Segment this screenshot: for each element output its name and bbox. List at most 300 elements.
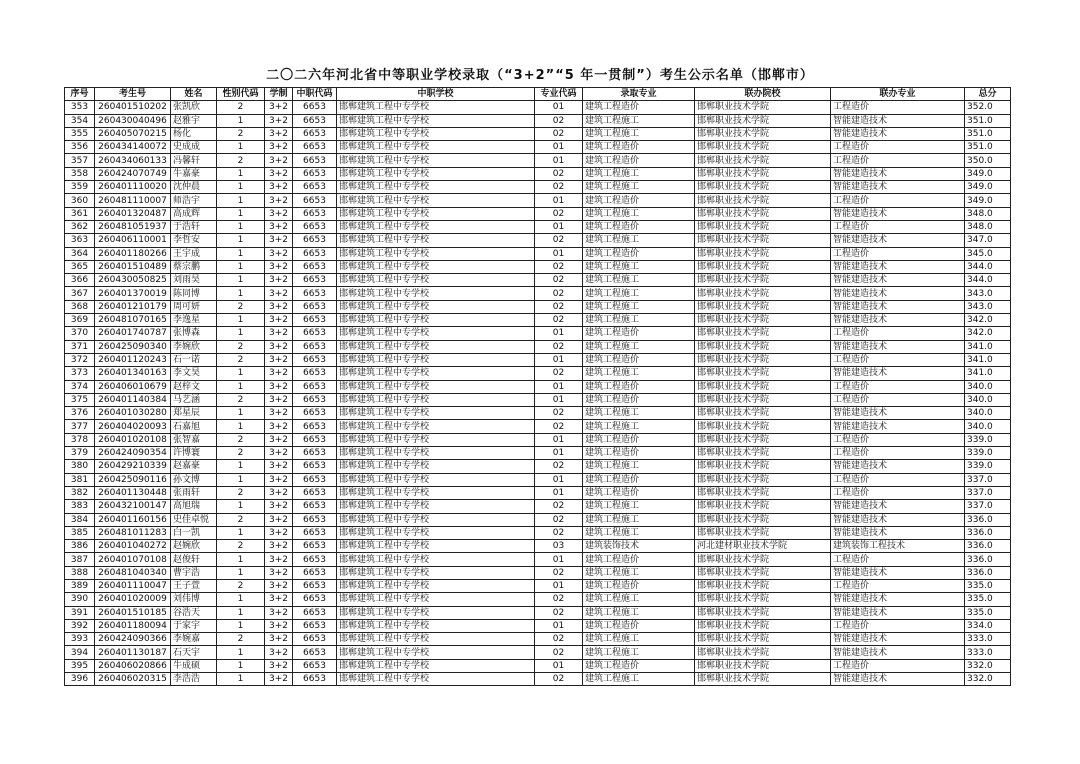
- score-cell: 336.0: [965, 566, 1011, 579]
- score-cell: 343.0: [965, 300, 1011, 313]
- name-cell: 周可妍: [171, 300, 217, 313]
- partner-major-cell: 工程造价: [831, 433, 965, 446]
- seq-cell: 373: [65, 367, 95, 380]
- exam-id-cell: 260425090340: [95, 340, 171, 353]
- table-row: [65, 260, 1011, 273]
- gender-code-cell: 1: [217, 234, 265, 247]
- major-code-cell: 01: [535, 659, 583, 672]
- gender-code-cell: 1: [217, 181, 265, 194]
- name-cell: 张智嘉: [171, 433, 217, 446]
- partner-major-cell: 工程造价: [831, 247, 965, 260]
- exam-id-cell: 260401110047: [95, 579, 171, 592]
- column-header: 总分: [965, 88, 1011, 101]
- exam-id-cell: 260401120243: [95, 353, 171, 366]
- schooling-cell: 3+2: [265, 167, 293, 180]
- major-code-cell: 02: [535, 513, 583, 526]
- partner-college-cell: 邯郸职业技术学院: [695, 327, 831, 340]
- school-cell: 邯郸建筑工程中专学校: [337, 526, 535, 539]
- schooling-cell: 3+2: [265, 260, 293, 273]
- schooling-cell: 3+2: [265, 566, 293, 579]
- major-cell: 建筑工程施工: [583, 513, 695, 526]
- seq-cell: 367: [65, 287, 95, 300]
- school-code-cell: 6653: [293, 314, 337, 327]
- partner-college-cell: 邯郸职业技术学院: [695, 433, 831, 446]
- name-cell: 师浩宇: [171, 194, 217, 207]
- name-cell: 史佳卓悦: [171, 513, 217, 526]
- gender-code-cell: 1: [217, 114, 265, 127]
- gender-code-cell: 1: [217, 500, 265, 513]
- seq-cell: 356: [65, 141, 95, 154]
- seq-cell: 353: [65, 101, 95, 114]
- partner-major-cell: 智能建造技术: [831, 593, 965, 606]
- school-cell: 邯郸建筑工程中专学校: [337, 593, 535, 606]
- table-row: [65, 513, 1011, 526]
- school-code-cell: 6653: [293, 340, 337, 353]
- schooling-cell: 3+2: [265, 473, 293, 486]
- major-code-cell: 01: [535, 327, 583, 340]
- schooling-cell: 3+2: [265, 340, 293, 353]
- score-cell: 349.0: [965, 194, 1011, 207]
- name-cell: 陈同博: [171, 287, 217, 300]
- gender-code-cell: 1: [217, 260, 265, 273]
- score-cell: 349.0: [965, 181, 1011, 194]
- major-cell: 建筑工程施工: [583, 314, 695, 327]
- school-code-cell: 6653: [293, 486, 337, 499]
- name-cell: 史成成: [171, 141, 217, 154]
- major-code-cell: 01: [535, 433, 583, 446]
- gender-code-cell: 1: [217, 473, 265, 486]
- name-cell: 李文昊: [171, 367, 217, 380]
- name-cell: 李浩浩: [171, 673, 217, 686]
- score-cell: 340.0: [965, 407, 1011, 420]
- score-cell: 344.0: [965, 260, 1011, 273]
- gender-code-cell: 1: [217, 194, 265, 207]
- exam-id-cell: 260481110007: [95, 194, 171, 207]
- score-cell: 337.0: [965, 500, 1011, 513]
- seq-cell: 362: [65, 220, 95, 233]
- exam-id-cell: 260401320487: [95, 207, 171, 220]
- partner-major-cell: 智能建造技术: [831, 127, 965, 140]
- major-code-cell: 01: [535, 101, 583, 114]
- partner-major-cell: 智能建造技术: [831, 234, 965, 247]
- name-cell: 于家宇: [171, 619, 217, 632]
- school-code-cell: 6653: [293, 619, 337, 632]
- seq-cell: 379: [65, 447, 95, 460]
- school-cell: 邯郸建筑工程中专学校: [337, 473, 535, 486]
- score-cell: 335.0: [965, 606, 1011, 619]
- name-cell: 马艺涵: [171, 393, 217, 406]
- gender-code-cell: 1: [217, 141, 265, 154]
- partner-major-cell: 智能建造技术: [831, 260, 965, 273]
- school-cell: 邯郸建筑工程中专学校: [337, 220, 535, 233]
- gender-code-cell: 2: [217, 486, 265, 499]
- partner-college-cell: 邯郸职业技术学院: [695, 393, 831, 406]
- exam-id-cell: 260401370019: [95, 287, 171, 300]
- name-cell: 李逸星: [171, 314, 217, 327]
- school-code-cell: 6653: [293, 513, 337, 526]
- school-code-cell: 6653: [293, 154, 337, 167]
- table-row: [65, 380, 1011, 393]
- seq-cell: 384: [65, 513, 95, 526]
- seq-cell: 354: [65, 114, 95, 127]
- schooling-cell: 3+2: [265, 247, 293, 260]
- schooling-cell: 3+2: [265, 420, 293, 433]
- major-code-cell: 02: [535, 673, 583, 686]
- major-code-cell: 02: [535, 407, 583, 420]
- school-cell: 邯郸建筑工程中专学校: [337, 367, 535, 380]
- table-row: [65, 167, 1011, 180]
- gender-code-cell: 1: [217, 646, 265, 659]
- name-cell: 高旭瑞: [171, 500, 217, 513]
- table-row: [65, 220, 1011, 233]
- score-cell: 347.0: [965, 234, 1011, 247]
- schooling-cell: 3+2: [265, 659, 293, 672]
- school-code-cell: 6653: [293, 473, 337, 486]
- gender-code-cell: 1: [217, 220, 265, 233]
- school-code-cell: 6653: [293, 353, 337, 366]
- gender-code-cell: 1: [217, 207, 265, 220]
- schooling-cell: 3+2: [265, 367, 293, 380]
- partner-college-cell: 邯郸职业技术学院: [695, 154, 831, 167]
- name-cell: 张雨轩: [171, 486, 217, 499]
- gender-code-cell: 1: [217, 274, 265, 287]
- exam-id-cell: 260424070749: [95, 167, 171, 180]
- score-cell: 336.0: [965, 540, 1011, 553]
- seq-cell: 355: [65, 127, 95, 140]
- major-code-cell: 02: [535, 207, 583, 220]
- major-code-cell: 01: [535, 486, 583, 499]
- school-cell: 邯郸建筑工程中专学校: [337, 141, 535, 154]
- score-cell: 332.0: [965, 659, 1011, 672]
- schooling-cell: 3+2: [265, 606, 293, 619]
- schooling-cell: 3+2: [265, 207, 293, 220]
- seq-cell: 393: [65, 633, 95, 646]
- school-cell: 邯郸建筑工程中专学校: [337, 167, 535, 180]
- major-cell: 建筑工程造价: [583, 619, 695, 632]
- score-cell: 332.0: [965, 673, 1011, 686]
- school-code-cell: 6653: [293, 141, 337, 154]
- table-row: [65, 287, 1011, 300]
- table-row: [65, 407, 1011, 420]
- exam-id-cell: 260401510185: [95, 606, 171, 619]
- school-cell: 邯郸建筑工程中专学校: [337, 380, 535, 393]
- schooling-cell: 3+2: [265, 673, 293, 686]
- school-cell: 邯郸建筑工程中专学校: [337, 314, 535, 327]
- partner-major-cell: 工程造价: [831, 327, 965, 340]
- gender-code-cell: 2: [217, 633, 265, 646]
- exam-id-cell: 260424090366: [95, 633, 171, 646]
- major-cell: 建筑装饰技术: [583, 540, 695, 553]
- gender-code-cell: 2: [217, 353, 265, 366]
- table-row: [65, 274, 1011, 287]
- seq-cell: 395: [65, 659, 95, 672]
- school-cell: 邯郸建筑工程中专学校: [337, 274, 535, 287]
- major-code-cell: 01: [535, 447, 583, 460]
- score-cell: 337.0: [965, 486, 1011, 499]
- name-cell: 石嘉旭: [171, 420, 217, 433]
- score-cell: 339.0: [965, 447, 1011, 460]
- name-cell: 谷浩天: [171, 606, 217, 619]
- seq-cell: 377: [65, 420, 95, 433]
- major-cell: 建筑工程造价: [583, 393, 695, 406]
- major-code-cell: 02: [535, 526, 583, 539]
- major-cell: 建筑工程施工: [583, 500, 695, 513]
- seq-cell: 388: [65, 566, 95, 579]
- partner-college-cell: 邯郸职业技术学院: [695, 566, 831, 579]
- admission-roster-table: [64, 87, 1011, 686]
- table-row: [65, 234, 1011, 247]
- exam-id-cell: 260405070215: [95, 127, 171, 140]
- exam-id-cell: 260401030280: [95, 407, 171, 420]
- partner-college-cell: 邯郸职业技术学院: [695, 141, 831, 154]
- partner-major-cell: 智能建造技术: [831, 633, 965, 646]
- score-cell: 344.0: [965, 274, 1011, 287]
- score-cell: 351.0: [965, 114, 1011, 127]
- partner-college-cell: 邯郸职业技术学院: [695, 340, 831, 353]
- score-cell: 341.0: [965, 353, 1011, 366]
- name-cell: 张凯欣: [171, 101, 217, 114]
- seq-cell: 378: [65, 433, 95, 446]
- school-code-cell: 6653: [293, 659, 337, 672]
- table-row: [65, 181, 1011, 194]
- partner-major-cell: 工程造价: [831, 473, 965, 486]
- score-cell: 345.0: [965, 247, 1011, 260]
- table-row: [65, 606, 1011, 619]
- gender-code-cell: 2: [217, 154, 265, 167]
- schooling-cell: 3+2: [265, 327, 293, 340]
- school-code-cell: 6653: [293, 447, 337, 460]
- page-title: 二〇二六年河北省中等职业学校录取（“3+2”“5 年一贯制”）考生公示名单（邯郸市）: [266, 68, 814, 83]
- exam-id-cell: 260424090354: [95, 447, 171, 460]
- exam-id-cell: 260481040340: [95, 566, 171, 579]
- schooling-cell: 3+2: [265, 101, 293, 114]
- name-cell: 李婉欣: [171, 340, 217, 353]
- school-code-cell: 6653: [293, 407, 337, 420]
- table-row: [65, 154, 1011, 167]
- partner-college-cell: 邯郸职业技术学院: [695, 619, 831, 632]
- school-cell: 邯郸建筑工程中专学校: [337, 260, 535, 273]
- school-code-cell: 6653: [293, 207, 337, 220]
- score-cell: 335.0: [965, 579, 1011, 592]
- partner-major-cell: 智能建造技术: [831, 673, 965, 686]
- partner-college-cell: 邯郸职业技术学院: [695, 167, 831, 180]
- gender-code-cell: 1: [217, 407, 265, 420]
- score-cell: 336.0: [965, 513, 1011, 526]
- score-cell: 336.0: [965, 553, 1011, 566]
- exam-id-cell: 260401020108: [95, 433, 171, 446]
- table-row: [65, 353, 1011, 366]
- partner-major-cell: 智能建造技术: [831, 300, 965, 313]
- header-row: [65, 88, 1011, 101]
- major-code-cell: 02: [535, 500, 583, 513]
- seq-cell: 394: [65, 646, 95, 659]
- partner-major-cell: 智能建造技术: [831, 460, 965, 473]
- major-cell: 建筑工程施工: [583, 420, 695, 433]
- partner-major-cell: 智能建造技术: [831, 207, 965, 220]
- seq-cell: 389: [65, 579, 95, 592]
- schooling-cell: 3+2: [265, 633, 293, 646]
- partner-major-cell: 工程造价: [831, 579, 965, 592]
- exam-id-cell: 260434060133: [95, 154, 171, 167]
- gender-code-cell: 2: [217, 579, 265, 592]
- partner-college-cell: 邯郸职业技术学院: [695, 194, 831, 207]
- major-code-cell: 02: [535, 606, 583, 619]
- exam-id-cell: 260406020315: [95, 673, 171, 686]
- name-cell: 张博森: [171, 327, 217, 340]
- score-cell: 350.0: [965, 154, 1011, 167]
- seq-cell: 370: [65, 327, 95, 340]
- column-header: 考生号: [95, 88, 171, 101]
- exam-id-cell: 260401510489: [95, 260, 171, 273]
- partner-college-cell: 邯郸职业技术学院: [695, 593, 831, 606]
- table-row: [65, 473, 1011, 486]
- school-cell: 邯郸建筑工程中专学校: [337, 101, 535, 114]
- partner-college-cell: 邯郸职业技术学院: [695, 287, 831, 300]
- major-cell: 建筑工程施工: [583, 460, 695, 473]
- gender-code-cell: 1: [217, 673, 265, 686]
- major-cell: 建筑工程施工: [583, 407, 695, 420]
- partner-college-cell: 邯郸职业技术学院: [695, 220, 831, 233]
- score-cell: 342.0: [965, 314, 1011, 327]
- seq-cell: 363: [65, 234, 95, 247]
- score-cell: 341.0: [965, 367, 1011, 380]
- score-cell: 351.0: [965, 141, 1011, 154]
- schooling-cell: 3+2: [265, 460, 293, 473]
- major-cell: 建筑工程造价: [583, 659, 695, 672]
- major-cell: 建筑工程施工: [583, 340, 695, 353]
- major-cell: 建筑工程造价: [583, 433, 695, 446]
- seq-cell: 372: [65, 353, 95, 366]
- exam-id-cell: 260406010679: [95, 380, 171, 393]
- seq-cell: 391: [65, 606, 95, 619]
- major-code-cell: 01: [535, 194, 583, 207]
- partner-major-cell: 工程造价: [831, 619, 965, 632]
- major-cell: 建筑工程施工: [583, 593, 695, 606]
- seq-cell: 385: [65, 526, 95, 539]
- partner-college-cell: 邯郸职业技术学院: [695, 300, 831, 313]
- school-code-cell: 6653: [293, 380, 337, 393]
- major-code-cell: 02: [535, 460, 583, 473]
- score-cell: 348.0: [965, 207, 1011, 220]
- major-cell: 建筑工程施工: [583, 367, 695, 380]
- major-code-cell: 01: [535, 473, 583, 486]
- major-code-cell: 01: [535, 247, 583, 260]
- table-row: [65, 141, 1011, 154]
- partner-college-cell: 邯郸职业技术学院: [695, 579, 831, 592]
- exam-id-cell: 260401130448: [95, 486, 171, 499]
- partner-major-cell: 智能建造技术: [831, 287, 965, 300]
- major-cell: 建筑工程造价: [583, 447, 695, 460]
- table-row: [65, 673, 1011, 686]
- school-code-cell: 6653: [293, 579, 337, 592]
- major-cell: 建筑工程造价: [583, 247, 695, 260]
- score-cell: 336.0: [965, 526, 1011, 539]
- major-code-cell: 02: [535, 114, 583, 127]
- partner-major-cell: 工程造价: [831, 141, 965, 154]
- table-row: [65, 194, 1011, 207]
- partner-college-cell: 河北建材职业技术学院: [695, 540, 831, 553]
- seq-cell: 359: [65, 181, 95, 194]
- school-cell: 邯郸建筑工程中专学校: [337, 194, 535, 207]
- school-code-cell: 6653: [293, 460, 337, 473]
- schooling-cell: 3+2: [265, 127, 293, 140]
- column-header: 性别代码: [217, 88, 265, 101]
- major-code-cell: 01: [535, 553, 583, 566]
- gender-code-cell: 1: [217, 460, 265, 473]
- seq-cell: 386: [65, 540, 95, 553]
- partner-college-cell: 邯郸职业技术学院: [695, 447, 831, 460]
- gender-code-cell: 2: [217, 127, 265, 140]
- major-cell: 建筑工程施工: [583, 606, 695, 619]
- name-cell: 赵雅宇: [171, 114, 217, 127]
- school-code-cell: 6653: [293, 247, 337, 260]
- partner-major-cell: 工程造价: [831, 393, 965, 406]
- school-code-cell: 6653: [293, 181, 337, 194]
- schooling-cell: 3+2: [265, 353, 293, 366]
- schooling-cell: 3+2: [265, 447, 293, 460]
- school-code-cell: 6653: [293, 274, 337, 287]
- gender-code-cell: 2: [217, 513, 265, 526]
- partner-college-cell: 邯郸职业技术学院: [695, 127, 831, 140]
- table-row: [65, 486, 1011, 499]
- seq-cell: 366: [65, 274, 95, 287]
- school-cell: 邯郸建筑工程中专学校: [337, 353, 535, 366]
- partner-college-cell: 邯郸职业技术学院: [695, 207, 831, 220]
- name-cell: 王子萱: [171, 579, 217, 592]
- major-cell: 建筑工程施工: [583, 114, 695, 127]
- gender-code-cell: 1: [217, 367, 265, 380]
- score-cell: 342.0: [965, 327, 1011, 340]
- partner-college-cell: 邯郸职业技术学院: [695, 380, 831, 393]
- major-code-cell: 02: [535, 287, 583, 300]
- name-cell: 沈仲晨: [171, 181, 217, 194]
- seq-cell: 380: [65, 460, 95, 473]
- partner-college-cell: 邯郸职业技术学院: [695, 101, 831, 114]
- score-cell: 339.0: [965, 460, 1011, 473]
- partner-major-cell: 智能建造技术: [831, 274, 965, 287]
- school-code-cell: 6653: [293, 101, 337, 114]
- gender-code-cell: 1: [217, 247, 265, 260]
- exam-id-cell: 260406020866: [95, 659, 171, 672]
- partner-major-cell: 工程造价: [831, 220, 965, 233]
- school-cell: 邯郸建筑工程中专学校: [337, 633, 535, 646]
- table-row: [65, 314, 1011, 327]
- partner-college-cell: 邯郸职业技术学院: [695, 460, 831, 473]
- partner-college-cell: 邯郸职业技术学院: [695, 513, 831, 526]
- schooling-cell: 3+2: [265, 274, 293, 287]
- major-code-cell: 01: [535, 380, 583, 393]
- school-code-cell: 6653: [293, 327, 337, 340]
- exam-id-cell: 260401160156: [95, 513, 171, 526]
- score-cell: 334.0: [965, 619, 1011, 632]
- school-cell: 邯郸建筑工程中专学校: [337, 327, 535, 340]
- seq-cell: 361: [65, 207, 95, 220]
- school-code-cell: 6653: [293, 127, 337, 140]
- gender-code-cell: 1: [217, 314, 265, 327]
- partner-major-cell: 工程造价: [831, 486, 965, 499]
- major-code-cell: 03: [535, 540, 583, 553]
- partner-major-cell: 工程造价: [831, 553, 965, 566]
- major-code-cell: 02: [535, 566, 583, 579]
- table-row: [65, 593, 1011, 606]
- partner-college-cell: 邯郸职业技术学院: [695, 500, 831, 513]
- school-cell: 邯郸建筑工程中专学校: [337, 486, 535, 499]
- major-code-cell: 02: [535, 260, 583, 273]
- major-code-cell: 01: [535, 353, 583, 366]
- seq-cell: 357: [65, 154, 95, 167]
- column-header: 联办院校: [695, 88, 831, 101]
- exam-id-cell: 260401070108: [95, 553, 171, 566]
